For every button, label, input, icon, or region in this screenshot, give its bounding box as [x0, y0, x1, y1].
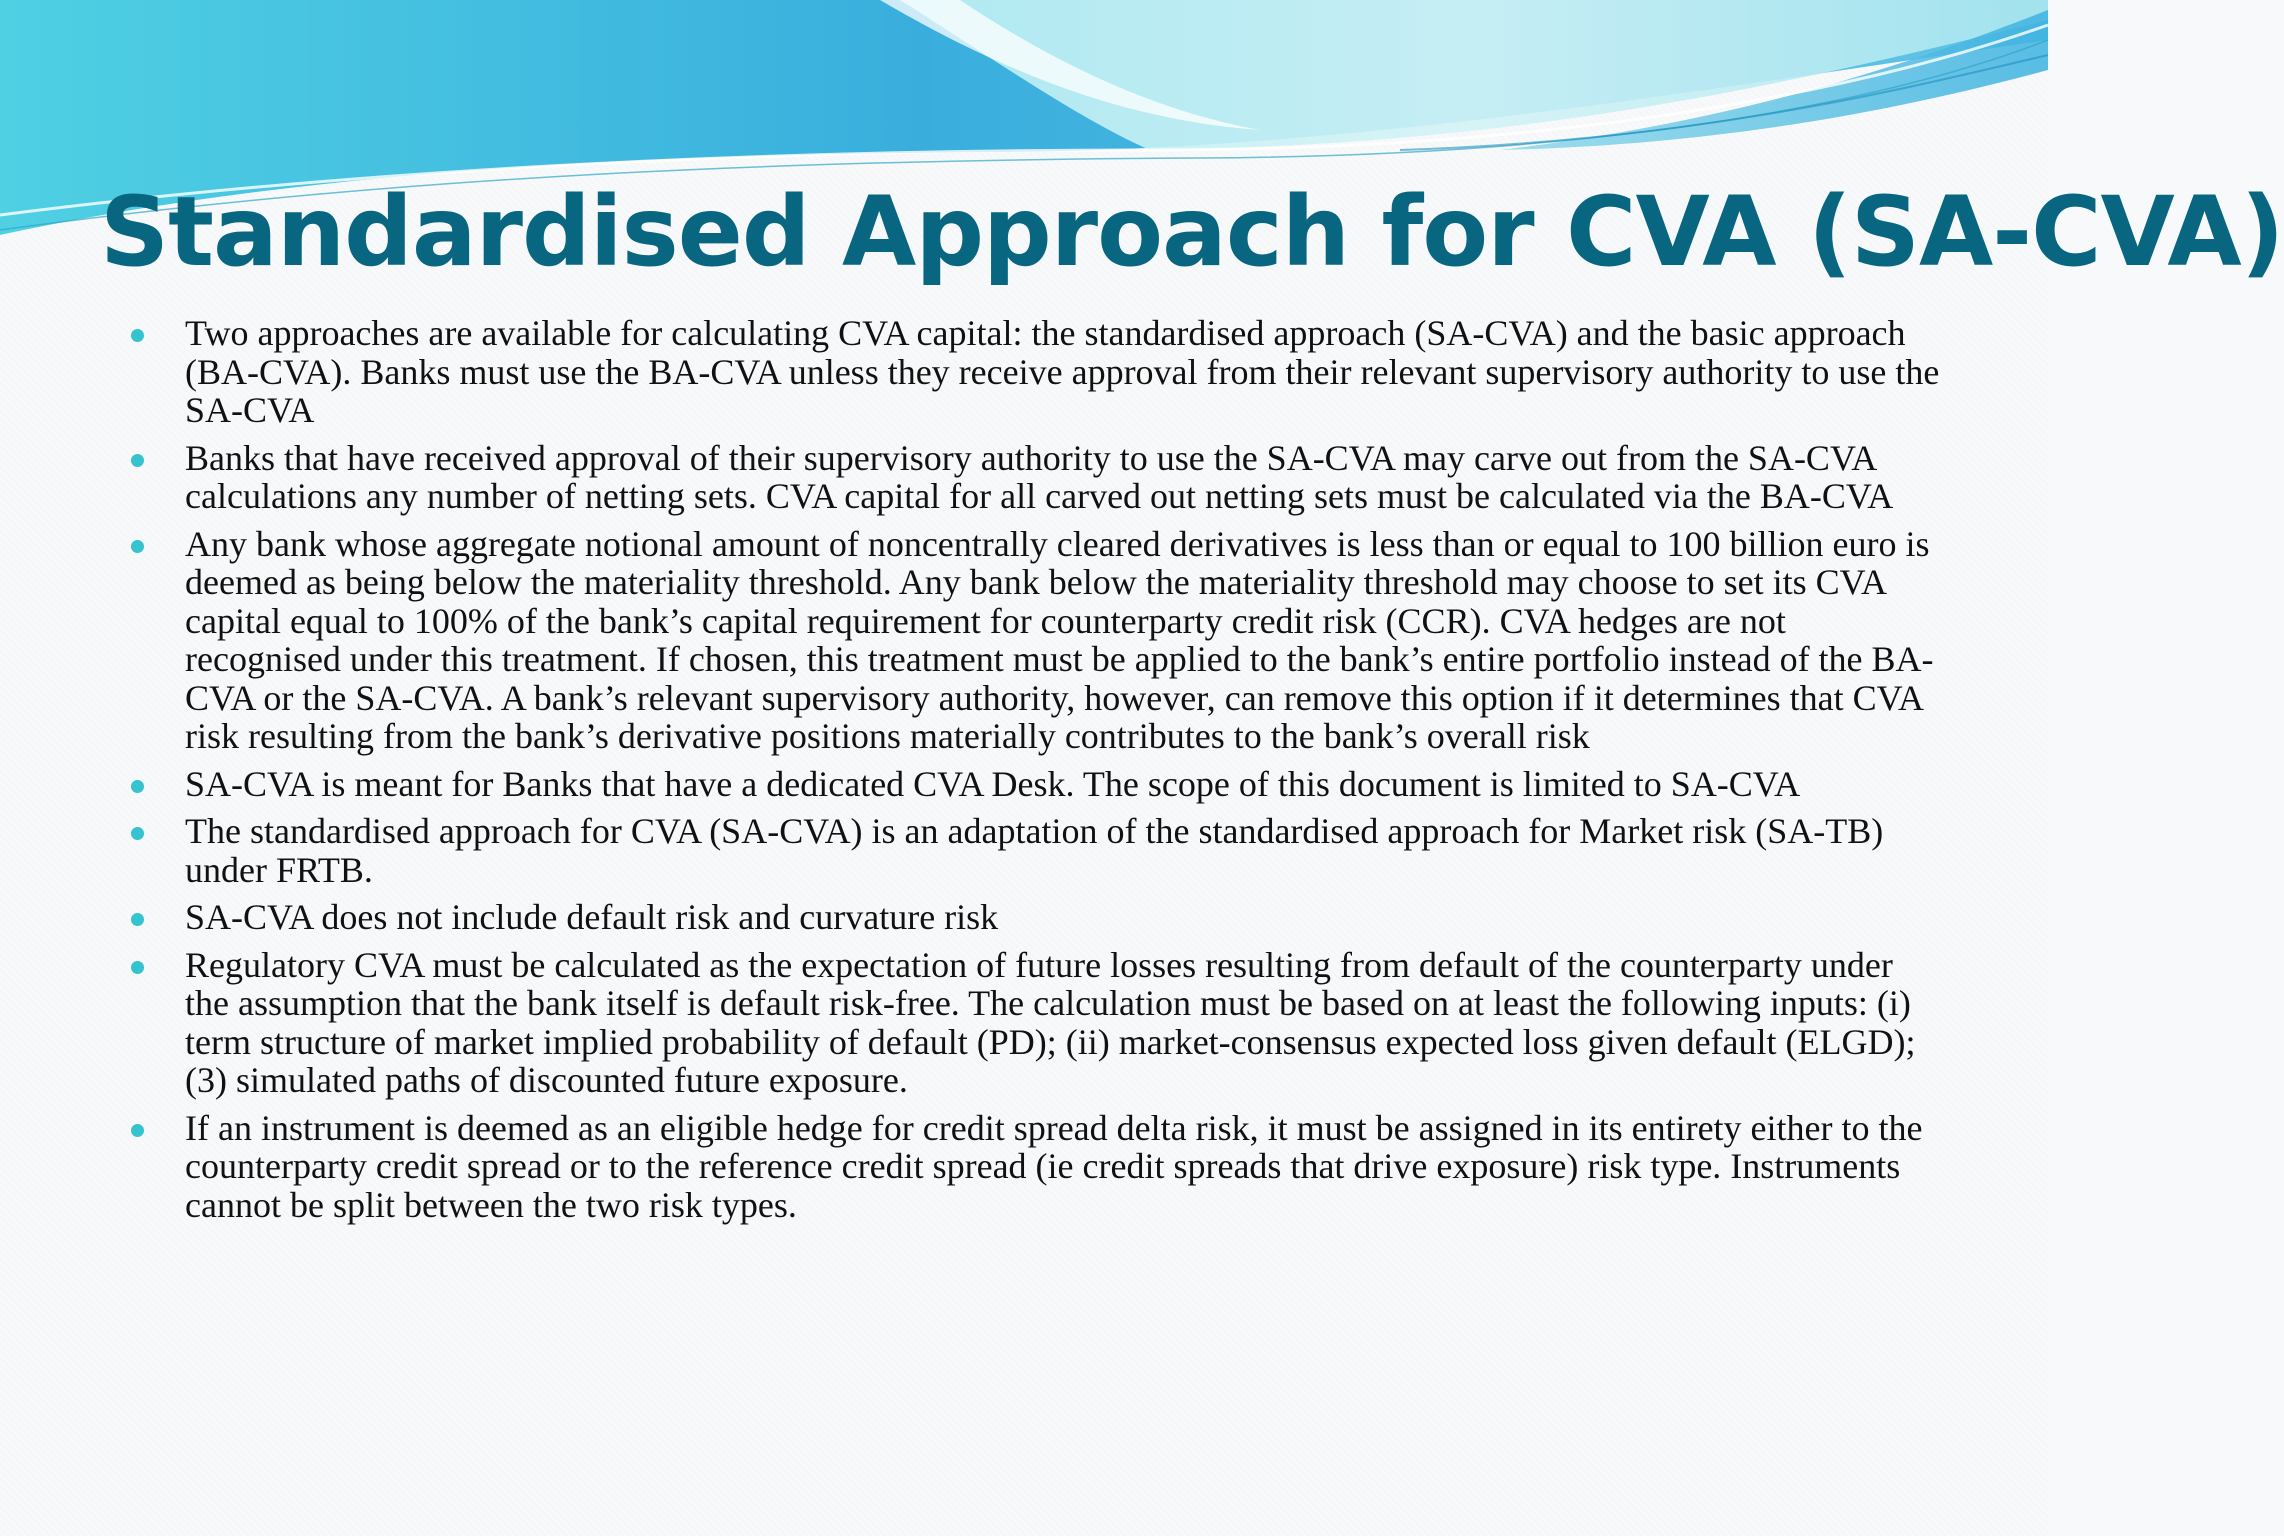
- bullet-dot-icon: [131, 827, 144, 840]
- slide-title: Standardised Approach for CVA (SA-CVA): [100, 176, 2284, 288]
- bullet-text: SA-CVA does not include default risk and curvature risk: [185, 897, 999, 937]
- bullet-item: [185, 439, 1945, 516]
- bullet-text: Two approaches are available for calculating CVA capital: the standardised approach (SA-CVA) and the basic approach (BA-CVA). Banks must use the BA-CVA unless they receive approval from their relevant supervisory authority to use the SA-CVA: [185, 313, 1940, 430]
- bullet-text: If an instrument is deemed as an eligible hedge for credit spread delta risk, it must be assigned in its entirety either to the counterparty credit spread or to the reference credit spread (ie credit spreads that drive exposure) risk type. Instruments cannot be split between the two risk types.: [185, 1107, 1923, 1225]
- bullet-item: [185, 1109, 1945, 1225]
- bullet-dot-icon: [131, 454, 144, 467]
- bullet-dot-icon: [131, 540, 144, 553]
- bullet-text: Any bank whose aggregate notional amount of noncentrally cleared derivatives is less than or equal to 100 billion euro is deemed as being below the materiality threshold. Any bank below the materiality threshold may choose to set its CVA capital equal to 100% of the bank’s capital requirement for counterparty credit risk (CCR). CVA hedges are not recognised under this treatment. If chosen, this treatment must be applied to the bank’s entire portfolio instead of the BA-CVA or the SA-CVA. A bank’s relevant supervisory authority, however, can remove this option if it determines that CVA risk resulting from the bank’s derivative positions materially contributes to the bank’s overall risk: [185, 523, 1934, 756]
- bullet-item: [185, 765, 1945, 804]
- bullet-dot-icon: [131, 329, 144, 342]
- bullet-item: [185, 812, 1945, 889]
- bullet-list: [185, 314, 1945, 1233]
- bullet-item: [185, 898, 1945, 937]
- bullet-dot-icon: [131, 961, 144, 974]
- bullet-text: The standardised approach for CVA (SA-CVA) is an adaptation of the standardised approach for Market risk (SA-TB) under FRTB.: [185, 811, 1884, 890]
- bullet-text: Banks that have received approval of their supervisory authority to use the SA-CVA may carve out from the SA-CVA calculations any number of netting sets. CVA capital for all carved out netting sets must be calculated via the BA-CVA: [185, 437, 1894, 516]
- bullet-item: [185, 525, 1945, 756]
- bullet-item: [185, 314, 1945, 430]
- bullet-item: [185, 946, 1945, 1100]
- bullet-dot-icon: [131, 780, 144, 793]
- bullet-text: Regulatory CVA must be calculated as the expectation of future losses resulting from default of the counterparty under the assumption that the bank itself is default risk-free. The calculation must be based on at least the following inputs: (i) term structure of market implied probability of default (PD); (ii) market-consensus expected loss given default (ELGD); (3) simulated paths of discounted future exposure.: [185, 944, 1916, 1100]
- bullet-text: SA-CVA is meant for Banks that have a dedicated CVA Desk. The scope of this document is limited to SA-CVA: [185, 763, 1801, 804]
- bullet-dot-icon: [131, 913, 144, 926]
- bullet-dot-icon: [131, 1124, 144, 1137]
